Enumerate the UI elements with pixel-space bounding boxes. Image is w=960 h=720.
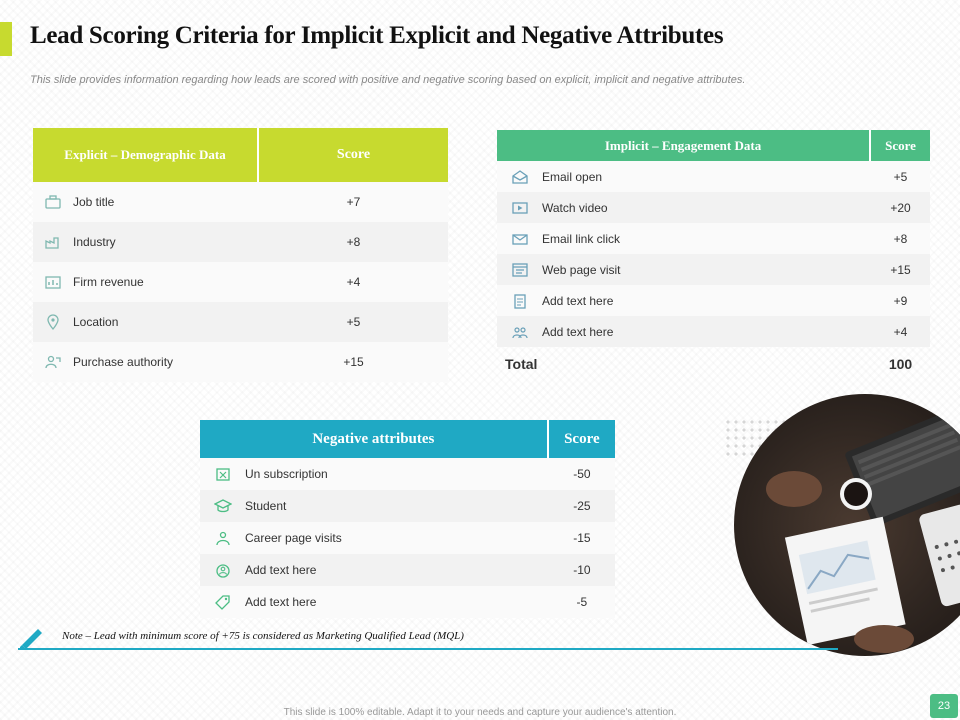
row-icon-cell — [497, 285, 542, 316]
table-row — [497, 254, 930, 285]
row-label: Purchase authority — [73, 342, 259, 382]
row-label: Email open — [542, 161, 871, 192]
column-header-criteria: Implicit – Engagement Data — [497, 130, 871, 161]
row-icon-cell — [200, 458, 245, 490]
row-label: Career page visits — [245, 522, 549, 554]
row-label: Location — [73, 302, 259, 342]
row-icon-cell — [200, 522, 245, 554]
table-row — [200, 490, 615, 522]
negative-score-table — [200, 420, 615, 618]
row-label: Web page visit — [542, 254, 871, 285]
row-label: Add text here — [245, 554, 549, 586]
table-row — [33, 182, 448, 222]
table-row — [497, 223, 930, 254]
row-score: +8 — [871, 223, 930, 254]
slide-subtitle: This slide provides information regarding how leads are scored with positive and negative scoring based on explicit, implicit and negative attributes. — [30, 74, 746, 86]
table-header-row — [497, 130, 930, 161]
row-icon-cell — [33, 182, 73, 222]
tag-icon — [214, 594, 232, 610]
row-score: +8 — [259, 222, 448, 262]
row-score: -5 — [549, 586, 615, 618]
factory-icon — [44, 234, 62, 250]
row-label: Firm revenue — [73, 262, 259, 302]
location-pin-icon — [44, 314, 62, 330]
table-row — [497, 161, 930, 192]
row-icon-cell — [497, 316, 542, 347]
people-icon — [511, 324, 529, 340]
table-row — [33, 262, 448, 302]
row-label: Job title — [73, 182, 259, 222]
row-label: Add text here — [542, 285, 871, 316]
row-label: Watch video — [542, 192, 871, 223]
implicit-score-table — [497, 130, 930, 381]
row-label: Student — [245, 490, 549, 522]
row-score: -10 — [549, 554, 615, 586]
table-row — [200, 586, 615, 618]
table-header-row — [33, 128, 448, 182]
title-accent-bar — [0, 22, 12, 56]
row-score: +15 — [871, 254, 930, 285]
table-row — [33, 302, 448, 342]
table-row — [497, 316, 930, 347]
email-link-icon — [511, 231, 529, 247]
total-value: 100 — [888, 356, 913, 372]
column-header-score: Score — [871, 130, 930, 161]
row-score: +15 — [259, 342, 448, 382]
row-icon-cell — [33, 342, 73, 382]
revenue-icon — [44, 274, 62, 290]
video-icon — [511, 200, 529, 216]
row-label: Industry — [73, 222, 259, 262]
table-row — [497, 192, 930, 223]
total-row — [497, 347, 930, 381]
email-open-icon — [511, 169, 529, 185]
row-icon-cell — [200, 490, 245, 522]
row-score: +20 — [871, 192, 930, 223]
row-label: Add text here — [542, 316, 871, 347]
row-score: +5 — [871, 161, 930, 192]
row-icon-cell — [497, 161, 542, 192]
pencil-icon — [18, 625, 46, 649]
table-row — [33, 342, 448, 382]
explicit-score-table — [33, 128, 448, 382]
row-icon-cell — [497, 192, 542, 223]
row-score: +7 — [259, 182, 448, 222]
briefcase-icon — [44, 194, 62, 210]
row-icon-cell — [497, 254, 542, 285]
page-number: 23 — [930, 694, 958, 718]
table-header-row — [200, 420, 615, 458]
row-score: -15 — [549, 522, 615, 554]
row-score: +5 — [259, 302, 448, 342]
column-header-score: Score — [549, 420, 615, 458]
row-score: +4 — [871, 316, 930, 347]
note-underline — [18, 648, 838, 650]
row-icon-cell — [200, 554, 245, 586]
row-score: -25 — [549, 490, 615, 522]
total-label: Total — [505, 356, 538, 372]
row-score: +9 — [871, 285, 930, 316]
column-header-criteria: Explicit – Demographic Data — [33, 128, 259, 182]
table-row — [200, 458, 615, 490]
row-score: +4 — [259, 262, 448, 302]
row-score: -50 — [549, 458, 615, 490]
authority-icon — [44, 354, 62, 370]
graduation-cap-icon — [214, 498, 232, 514]
table-row — [33, 222, 448, 262]
column-header-score: Score — [259, 128, 448, 182]
group-icon — [214, 562, 232, 578]
document-icon — [511, 293, 529, 309]
slide-title: Lead Scoring Criteria for Implicit Explicit and Negative Attributes — [30, 22, 724, 49]
row-label: Email link click — [542, 223, 871, 254]
row-icon-cell — [33, 262, 73, 302]
web-page-icon — [511, 262, 529, 278]
unsubscribe-icon — [214, 466, 232, 482]
column-header-criteria: Negative attributes — [200, 420, 549, 458]
row-label: Add text here — [245, 586, 549, 618]
table-row — [200, 522, 615, 554]
career-icon — [214, 530, 232, 546]
table-row — [200, 554, 615, 586]
row-label: Un subscription — [245, 458, 549, 490]
mql-note: Note – Lead with minimum score of +75 is considered as Marketing Qualified Lead (MQL) — [62, 630, 464, 642]
row-icon-cell — [33, 222, 73, 262]
footer-text: This slide is 100% editable. Adapt it to your needs and capture your audience's attention. — [283, 707, 677, 718]
row-icon-cell — [200, 586, 245, 618]
table-row — [497, 285, 930, 316]
row-icon-cell — [497, 223, 542, 254]
row-icon-cell — [33, 302, 73, 342]
